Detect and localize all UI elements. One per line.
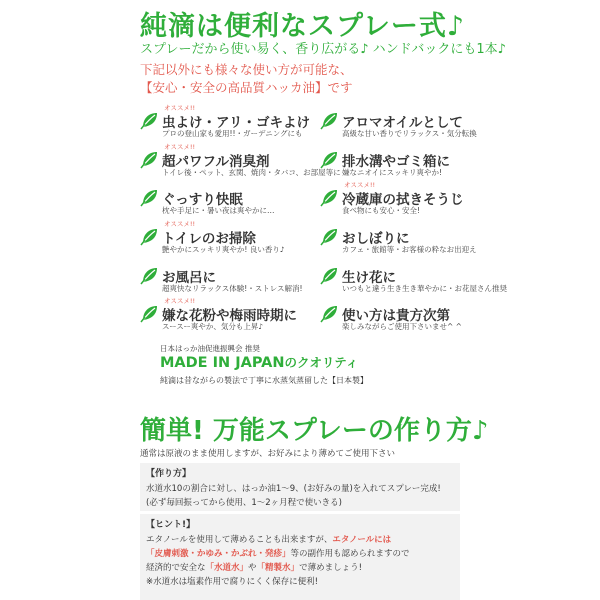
leaf-icon <box>140 303 160 323</box>
use-item <box>140 142 341 182</box>
use-item <box>320 104 488 143</box>
leaf-icon <box>320 110 340 130</box>
use-item-title: 冷蔵庫の拭きそうじ <box>342 192 464 209</box>
recommend-badge: オススメ!! <box>344 181 376 190</box>
use-item <box>140 297 308 336</box>
hint-box <box>140 514 460 600</box>
leaf-icon <box>320 226 340 246</box>
leaf-icon <box>320 187 340 207</box>
use-item-title: ぐっすり快眠 <box>162 192 243 209</box>
use-item-desc: 枕や手足に・暑い夜は爽やかに… <box>162 206 275 216</box>
leaf-icon <box>140 110 160 130</box>
use-item-title: トイレのお掃除 <box>162 231 256 248</box>
use-item-title: 虫よけ・アリ・ゴキよけ <box>162 115 310 131</box>
howto-title: 簡単! 万能スプレーの作り方♪ <box>140 416 489 446</box>
use-item-desc: 食べ物にも安心・安全! <box>342 206 421 216</box>
use-item-title: おしぼりに <box>342 231 410 248</box>
leaf-icon <box>140 226 160 246</box>
leaf-icon <box>140 149 160 169</box>
use-item <box>320 181 488 220</box>
recommend-badge: オススメ!! <box>164 220 196 229</box>
leaf-icon <box>140 265 160 285</box>
intro-line-1: 下記以外にも様々な使い方が可能な、 <box>140 62 353 77</box>
use-item <box>320 143 488 182</box>
use-item-title: 嫌な花粉や梅雨時期に <box>162 308 297 325</box>
use-item-title: お風呂に <box>162 269 216 286</box>
method-line-2: (必ず毎回振ってから使用、1～2ヶ月程で使いきる) <box>146 498 342 508</box>
association-text: 日本はっか油促進振興会 推奨 <box>160 344 260 353</box>
recommend-badge: オススメ!! <box>164 297 196 306</box>
use-item-desc: プロの登山家も愛用!!・ガーデニングにも <box>162 129 303 138</box>
made-subtitle: 純滴は昔ながらの製法で丁寧に水蒸気蒸留した【日本製】 <box>160 376 368 385</box>
uses-left-column <box>140 104 341 336</box>
hint-line-2 <box>140 546 460 560</box>
howto-intro: 通常は原液のまま使用しますが、お好みにより薄めてご使用下さい <box>140 449 396 459</box>
leaf-icon <box>320 149 340 169</box>
hint-line-2-emphasis: 「皮膚刺激・かゆみ・かぶれ・発疹」 <box>146 549 291 559</box>
hint-line-1 <box>140 532 460 546</box>
made-in-japan-main: MADE IN JAPAN <box>160 355 285 371</box>
use-item-desc: 超爽快なリラックス体験!・ストレス解消! <box>162 283 303 293</box>
use-item-title: 排水溝やゴミ箱に <box>342 153 450 170</box>
use-item <box>140 104 308 143</box>
use-item-desc: スースー爽やか、気分も上昇♪ <box>162 322 264 332</box>
use-item-desc: 嫌なニオイにスッキリ爽やか! <box>342 167 443 177</box>
method-heading: 【作り方】 <box>146 469 192 479</box>
hint-line-3-text-b: や <box>248 563 257 573</box>
recommend-badge: オススメ!! <box>164 104 196 112</box>
hint-heading: 【ヒント!】 <box>146 520 196 530</box>
intro-line-2: 【安心・安全の高品質ハッカ油】です <box>140 80 353 95</box>
method-box <box>140 463 460 511</box>
use-item <box>140 181 308 220</box>
uses-right-column <box>320 104 507 336</box>
page-title: 純滴は便利なスプレー式♪ <box>140 11 466 42</box>
uses-grid <box>140 104 507 336</box>
hint-line-2-text: 等の副作用も認められますので <box>290 549 410 559</box>
hint-line-3 <box>140 560 460 574</box>
hint-line-3-text-a: 経済的で安全な <box>146 563 206 573</box>
quality-suffix: のクオリティ <box>284 355 359 370</box>
made-in-japan-title <box>160 353 358 371</box>
use-item-desc: 楽しみながらご使用下さいませ^ ^ <box>342 322 462 332</box>
use-item-desc: 艶やかにスッキリ爽やか! 良い香り♪ <box>162 245 285 255</box>
use-item <box>140 220 308 259</box>
method-line-1: 水道水10の割合に対し、はっか油1～9、(お好みの量)を入れてスプレー完成! <box>146 484 441 494</box>
leaf-icon <box>320 303 340 323</box>
use-item <box>320 220 488 259</box>
use-item-title: 使い方は貴方次第 <box>342 308 450 325</box>
use-item <box>320 259 507 298</box>
leaf-icon <box>140 187 160 207</box>
use-item-desc: いつもと違う生き生き華やかに・お花屋さん推奨 <box>342 283 507 293</box>
hint-line-1-text: エタノールを使用して薄めることも出来ますが、 <box>146 535 333 545</box>
hint-line-3-text-c: で薄めましょう! <box>299 563 362 573</box>
use-item-desc: 高級な甘い香りでリラックス・気分転換 <box>342 129 477 138</box>
use-item-title: 生け花に <box>342 269 396 286</box>
use-item-desc: トイレ後・ペット、玄関、焼肉・タバコ、お部屋等に <box>162 167 341 177</box>
use-item-title: アロマオイルとして <box>342 115 463 131</box>
hint-line-3-emphasis-a: 「水道水」 <box>205 563 249 573</box>
hint-line-4: ※水道水は塩素作用で腐りにくく保存に便利! <box>146 577 319 587</box>
leaf-icon <box>320 265 340 285</box>
hint-line-1-emphasis: エタノールには <box>332 535 392 545</box>
use-item-title: 超パワフル消臭剤 <box>162 153 270 170</box>
hint-line-3-emphasis-b: 「精製水」 <box>256 563 300 573</box>
recommend-badge: オススメ!! <box>164 142 196 151</box>
use-item <box>320 297 488 336</box>
use-item <box>140 259 308 298</box>
use-item-desc: カフェ・旅館等・お客様の粋なお出迎え <box>342 245 477 255</box>
subtitle: スプレーだから使い易く、香り広がる♪ ハンドバックにも1本♪ <box>140 42 506 57</box>
